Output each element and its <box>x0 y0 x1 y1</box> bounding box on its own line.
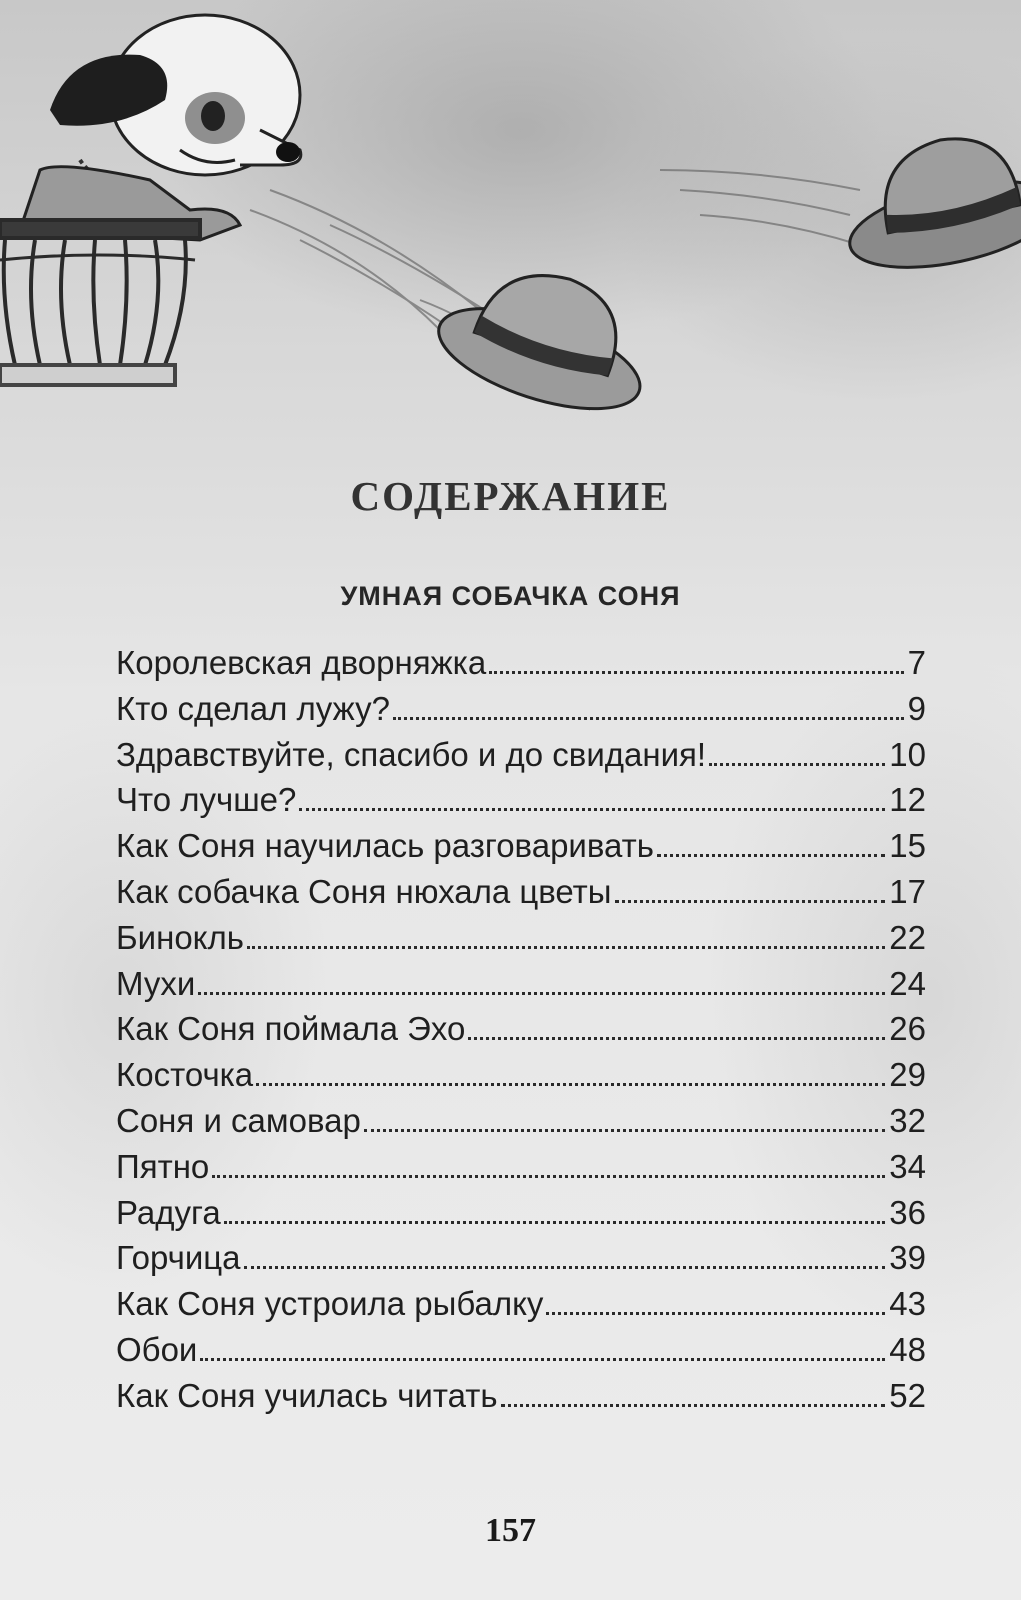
dot-leader <box>212 1174 885 1178</box>
toc-item <box>116 823 926 869</box>
flying-hat-illustration <box>427 245 665 429</box>
toc-item <box>116 1052 926 1098</box>
dot-leader <box>364 1128 885 1132</box>
dot-leader <box>247 945 885 949</box>
toc-item-title: Королевская дворняжка <box>116 644 487 681</box>
toc-item-page: 24 <box>889 964 926 1002</box>
dot-leader <box>198 991 885 995</box>
toc-item-title: Бинокль <box>116 918 244 956</box>
toc-item-page: 48 <box>889 1330 926 1368</box>
toc-item-title: Пятно <box>116 1147 210 1185</box>
dot-leader <box>299 807 885 811</box>
toc-item-title: Как Соня поймала Эхо <box>116 1010 466 1048</box>
toc-item-title: Здравствуйте, спасибо и до свидания! <box>116 735 707 773</box>
toc-item-title: Горчица <box>116 1239 241 1277</box>
dot-leader <box>200 1357 885 1361</box>
dot-leader <box>709 762 885 766</box>
toc-item <box>116 1144 926 1190</box>
toc-item-page: 22 <box>889 918 926 956</box>
dot-leader <box>546 1311 885 1315</box>
dot-leader <box>489 670 903 674</box>
toc-item-page: 52 <box>889 1376 926 1414</box>
toc-item <box>116 1006 926 1052</box>
dot-leader <box>615 899 886 903</box>
dot-leader <box>501 1403 886 1407</box>
toc-item <box>116 869 926 915</box>
toc-item-title: Косточка <box>116 1056 254 1094</box>
toc-item <box>116 686 926 732</box>
toc-item <box>116 1281 926 1327</box>
toc-item <box>116 777 926 823</box>
toc-item-page: 29 <box>889 1056 926 1094</box>
toc-item <box>116 1373 926 1419</box>
toc-item <box>116 1098 926 1144</box>
toc-item-page: 12 <box>889 781 926 819</box>
toc-item <box>116 1235 926 1281</box>
toc-item <box>116 961 926 1007</box>
toc-item-title: Кто сделал лужу? <box>116 689 390 727</box>
dog-illustration <box>20 15 301 240</box>
toc-item-page: 9 <box>907 689 926 727</box>
table-of-contents <box>116 640 926 1419</box>
toc-item-page: 39 <box>889 1239 926 1277</box>
toc-item-page: 10 <box>889 735 926 773</box>
toc-item-title: Как Соня устроила рыбалку <box>116 1285 544 1323</box>
toc-item-page: 32 <box>889 1101 926 1139</box>
page-number: 157 <box>485 1512 536 1549</box>
header-illustration <box>0 0 1021 430</box>
toc-item-title: Как Соня научилась разговаривать <box>116 827 654 865</box>
balcony-railing <box>0 220 200 385</box>
flying-hat-illustration <box>832 119 1021 283</box>
toc-item-page: 34 <box>889 1147 926 1185</box>
toc-item <box>116 640 926 686</box>
toc-item-title: Радуга <box>116 1193 221 1231</box>
toc-item-page: 26 <box>889 1010 926 1048</box>
dot-leader <box>256 1082 885 1086</box>
dot-leader <box>244 1265 886 1269</box>
dot-leader <box>393 716 904 720</box>
toc-item <box>116 732 926 778</box>
toc-item-title: Мухи <box>116 964 196 1002</box>
dot-leader <box>224 1220 886 1224</box>
toc-item-title: Как собачка Соня нюхала цветы <box>116 872 612 910</box>
toc-item <box>116 915 926 961</box>
toc-item-page: 15 <box>889 827 926 865</box>
toc-item-page: 17 <box>889 872 926 910</box>
section-title: УМНАЯ СОБАЧКА СОНЯ <box>340 581 681 611</box>
toc-item-title: Соня и самовар <box>116 1101 361 1139</box>
toc-item-page: 36 <box>889 1193 926 1231</box>
toc-item-title: Обои <box>116 1330 198 1368</box>
toc-item <box>116 1327 926 1373</box>
toc-item-page: 7 <box>907 644 926 681</box>
page-title: СОДЕРЖАНИЕ <box>350 473 671 519</box>
dot-leader <box>657 853 885 857</box>
dot-leader <box>468 1036 885 1040</box>
toc-item-page: 43 <box>889 1285 926 1323</box>
toc-item-title: Как Соня училась читать <box>116 1376 498 1414</box>
toc-item-title: Что лучше? <box>116 781 297 819</box>
toc-item <box>116 1190 926 1236</box>
